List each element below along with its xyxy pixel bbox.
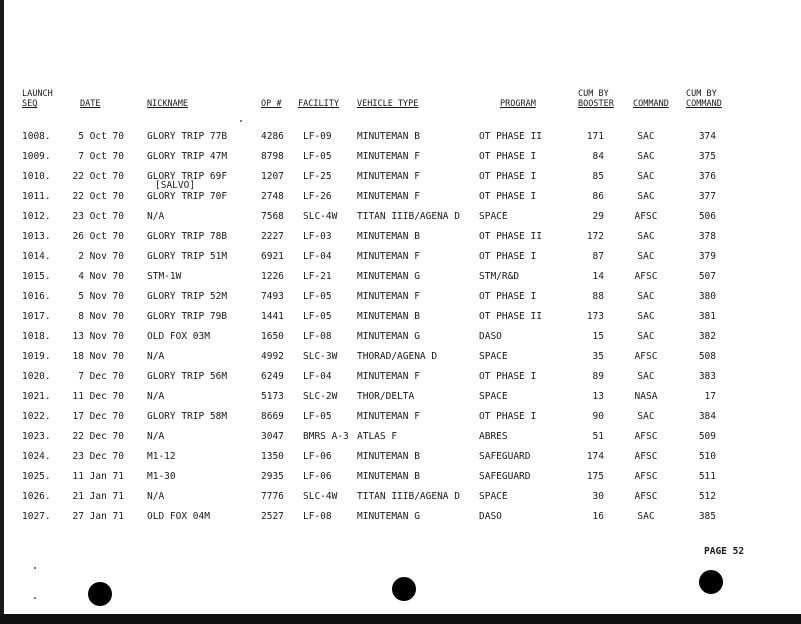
punch-hole-left	[88, 582, 112, 606]
cell-date: 7 Dec 70	[78, 371, 124, 382]
header-seq-line2: SEQ	[22, 99, 38, 109]
cell-vehicle-type: MINUTEMAN G	[357, 271, 420, 282]
cell-vehicle-type: TITAN IIIB/AGENA D	[357, 491, 460, 502]
cell-nickname: N/A	[147, 431, 165, 442]
cell-cum-by-command: 17	[704, 391, 716, 402]
cell-vehicle-type: MINUTEMAN F	[357, 291, 420, 302]
cell-command: NASA	[634, 391, 658, 402]
cell-nickname: GLORY TRIP 56M	[147, 371, 228, 382]
cell-nickname: N/A	[147, 211, 165, 222]
cell-nickname: GLORY TRIP 77B	[147, 131, 228, 142]
cell-nickname: GLORY TRIP 47M	[147, 151, 228, 162]
cell-cum-by-command: 507	[698, 271, 716, 282]
cell-facility: LF-06	[303, 471, 332, 482]
cell-op-number: 8798	[261, 151, 284, 162]
cell-command: SAC	[637, 231, 655, 242]
cell-launch-seq: 1012.	[22, 211, 51, 222]
cell-facility: LF-21	[303, 271, 332, 282]
cell-program: OT PHASE I	[479, 291, 537, 302]
header-cum-by-booster	[578, 89, 614, 109]
cell-cum-by-booster: 173	[586, 311, 604, 322]
cell-facility: LF-08	[303, 511, 332, 522]
cell-program: OT PHASE I	[479, 171, 537, 182]
cell-program: SAFEGUARD	[479, 451, 531, 462]
cell-launch-seq: 1027.	[22, 511, 51, 522]
cell-date: 7 Oct 70	[78, 151, 124, 162]
cell-nickname: N/A	[147, 491, 165, 502]
cell-facility: LF-09	[303, 131, 332, 142]
cell-date: 18 Nov 70	[72, 351, 124, 362]
cell-facility: SLC-3W	[303, 351, 338, 362]
cell-launch-seq: 1016.	[22, 291, 51, 302]
cell-facility: LF-05	[303, 151, 332, 162]
cell-program: SPACE	[479, 391, 508, 402]
cell-cum-by-command: 379	[698, 251, 716, 262]
cell-program: ABRES	[479, 431, 508, 442]
cell-facility: LF-25	[303, 171, 332, 182]
cell-facility: LF-04	[303, 371, 332, 382]
cell-op-number: 2527	[261, 511, 284, 522]
cell-nickname: GLORY TRIP 58M	[147, 411, 228, 422]
header-program: PROGRAM	[500, 99, 536, 109]
cell-cum-by-booster: 89	[592, 371, 604, 382]
cell-facility: LF-04	[303, 251, 332, 262]
cell-command: SAC	[637, 331, 655, 342]
cell-vehicle-type: MINUTEMAN B	[357, 231, 420, 242]
cell-program: OT PHASE I	[479, 371, 537, 382]
header-cum-booster-line2: BOOSTER	[578, 99, 614, 109]
cell-cum-by-booster: 35	[592, 351, 604, 362]
cell-date: 17 Dec 70	[72, 411, 124, 422]
cell-program: OT PHASE I	[479, 251, 537, 262]
header-vehicle-type: VEHICLE TYPE	[357, 99, 419, 109]
cell-program: DASO	[479, 331, 502, 342]
cell-date: 2 Nov 70	[78, 251, 124, 262]
cell-facility: LF-05	[303, 311, 332, 322]
cell-nickname: GLORY TRIP 79B	[147, 311, 228, 322]
cell-op-number: 7493	[261, 291, 284, 302]
scan-edge-bottom	[0, 614, 801, 624]
cell-op-number: 1226	[261, 271, 284, 282]
cell-op-number: 1650	[261, 331, 284, 342]
header-facility: FACILITY	[298, 99, 339, 109]
header-cum-booster-line1: CUM BY	[578, 89, 609, 99]
cell-cum-by-command: 508	[698, 351, 716, 362]
cell-facility: LF-05	[303, 291, 332, 302]
cell-command: SAC	[637, 511, 655, 522]
cell-command: AFSC	[634, 351, 658, 362]
cell-date: 11 Dec 70	[72, 391, 124, 402]
cell-op-number: 4286	[261, 131, 284, 142]
cell-cum-by-command: 378	[698, 231, 716, 242]
cell-launch-seq: 1011.	[22, 191, 51, 202]
cell-launch-seq: 1009.	[22, 151, 51, 162]
cell-program: OT PHASE I	[479, 411, 537, 422]
cell-op-number: 7776	[261, 491, 284, 502]
cell-command: SAC	[637, 311, 655, 322]
cell-program: OT PHASE I	[479, 151, 537, 162]
cell-cum-by-booster: 30	[592, 491, 604, 502]
cell-nickname: GLORY TRIP 78B	[147, 231, 228, 242]
cell-launch-seq: 1008.	[22, 131, 51, 142]
cell-launch-seq: 1023.	[22, 431, 51, 442]
cell-command: SAC	[637, 291, 655, 302]
cell-vehicle-type: ATLAS F	[357, 431, 398, 442]
cell-facility: LF-26	[303, 191, 332, 202]
cell-date: 22 Dec 70	[72, 431, 124, 442]
cell-launch-seq: 1013.	[22, 231, 51, 242]
header-cum-command-line1: CUM BY	[686, 89, 717, 99]
cell-vehicle-type: MINUTEMAN F	[357, 171, 420, 182]
cell-command: SAC	[637, 191, 655, 202]
cell-op-number: 8669	[261, 411, 284, 422]
cell-date: 4 Nov 70	[78, 271, 124, 282]
cell-nickname: N/A	[147, 391, 165, 402]
cell-nickname-note: [SALVO]	[155, 180, 196, 191]
cell-op-number: 2748	[261, 191, 284, 202]
cell-command: AFSC	[634, 211, 658, 222]
cell-nickname: OLD FOX 03M	[147, 331, 210, 342]
cell-facility: LF-05	[303, 411, 332, 422]
cell-command: SAC	[637, 251, 655, 262]
cell-vehicle-type: MINUTEMAN B	[357, 451, 420, 462]
cell-launch-seq: 1019.	[22, 351, 51, 362]
cell-launch-seq: 1026.	[22, 491, 51, 502]
cell-cum-by-command: 383	[698, 371, 716, 382]
cell-op-number: 2935	[261, 471, 284, 482]
cell-launch-seq: 1018.	[22, 331, 51, 342]
cell-cum-by-booster: 29	[592, 211, 604, 222]
header-cum-by-command	[686, 89, 722, 109]
cell-date: 22 Oct 70	[72, 171, 124, 182]
cell-facility: LF-08	[303, 331, 332, 342]
cell-nickname: STM-1W	[147, 271, 182, 282]
cell-vehicle-type: MINUTEMAN F	[357, 371, 420, 382]
header-nickname: NICKNAME	[147, 99, 188, 109]
cell-program: OT PHASE II	[479, 231, 542, 242]
cell-launch-seq: 1015.	[22, 271, 51, 282]
cell-command: AFSC	[634, 271, 658, 282]
cell-program: SPACE	[479, 211, 508, 222]
cell-nickname: GLORY TRIP 70F	[147, 191, 228, 202]
cell-launch-seq: 1021.	[22, 391, 51, 402]
header-seq-line1: LAUNCH	[22, 89, 53, 99]
cell-cum-by-command: 375	[698, 151, 716, 162]
cell-cum-by-booster: 15	[592, 331, 604, 342]
cell-vehicle-type: MINUTEMAN B	[357, 311, 420, 322]
cell-date: 26 Oct 70	[72, 231, 124, 242]
cell-vehicle-type: MINUTEMAN B	[357, 131, 420, 142]
cell-cum-by-booster: 14	[592, 271, 604, 282]
cell-cum-by-booster: 90	[592, 411, 604, 422]
cell-date: 27 Jan 71	[72, 511, 124, 522]
cell-cum-by-booster: 88	[592, 291, 604, 302]
cell-launch-seq: 1022.	[22, 411, 51, 422]
cell-nickname: GLORY TRIP 69F	[147, 171, 228, 182]
cell-cum-by-command: 511	[698, 471, 716, 482]
cell-vehicle-type: MINUTEMAN G	[357, 511, 420, 522]
cell-date: 5 Nov 70	[78, 291, 124, 302]
cell-program: OT PHASE I	[479, 191, 537, 202]
cell-program: STM/R&D	[479, 271, 520, 282]
cell-cum-by-command: 380	[698, 291, 716, 302]
cell-cum-by-booster: 84	[592, 151, 604, 162]
cell-nickname: GLORY TRIP 51M	[147, 251, 228, 262]
scan-speck	[34, 597, 36, 599]
cell-launch-seq: 1024.	[22, 451, 51, 462]
cell-vehicle-type: MINUTEMAN B	[357, 471, 420, 482]
cell-cum-by-booster: 175	[586, 471, 604, 482]
scan-speck	[240, 120, 242, 122]
cell-cum-by-command: 384	[698, 411, 716, 422]
cell-cum-by-command: 382	[698, 331, 716, 342]
cell-cum-by-command: 377	[698, 191, 716, 202]
cell-date: 5 Oct 70	[78, 131, 124, 142]
cell-facility: SLC-2W	[303, 391, 338, 402]
cell-command: SAC	[637, 151, 655, 162]
cell-cum-by-booster: 51	[592, 431, 604, 442]
cell-op-number: 1350	[261, 451, 284, 462]
cell-program: OT PHASE II	[479, 311, 542, 322]
cell-launch-seq: 1025.	[22, 471, 51, 482]
cell-launch-seq: 1017.	[22, 311, 51, 322]
cell-nickname: GLORY TRIP 52M	[147, 291, 228, 302]
cell-program: OT PHASE II	[479, 131, 542, 142]
cell-command: AFSC	[634, 471, 658, 482]
cell-date: 23 Oct 70	[72, 211, 124, 222]
cell-op-number: 6921	[261, 251, 284, 262]
scan-edge-left	[0, 0, 4, 624]
cell-vehicle-type: MINUTEMAN F	[357, 251, 420, 262]
cell-vehicle-type: MINUTEMAN G	[357, 331, 420, 342]
cell-date: 13 Nov 70	[72, 331, 124, 342]
cell-cum-by-booster: 85	[592, 171, 604, 182]
cell-nickname: N/A	[147, 351, 165, 362]
cell-command: SAC	[637, 171, 655, 182]
scan-speck	[34, 567, 36, 569]
cell-cum-by-booster: 13	[592, 391, 604, 402]
cell-date: 21 Jan 71	[72, 491, 124, 502]
cell-command: AFSC	[634, 451, 658, 462]
header-date: DATE	[80, 99, 101, 109]
cell-cum-by-booster: 171	[586, 131, 604, 142]
cell-cum-by-command: 376	[698, 171, 716, 182]
cell-cum-by-booster: 16	[592, 511, 604, 522]
cell-cum-by-command: 381	[698, 311, 716, 322]
cell-launch-seq: 1010.	[22, 171, 51, 182]
cell-vehicle-type: MINUTEMAN F	[357, 151, 420, 162]
cell-cum-by-command: 510	[698, 451, 716, 462]
cell-op-number: 4992	[261, 351, 284, 362]
cell-cum-by-command: 512	[698, 491, 716, 502]
cell-command: SAC	[637, 371, 655, 382]
cell-op-number: 1441	[261, 311, 284, 322]
cell-nickname: M1-12	[147, 451, 176, 462]
punch-hole-right	[699, 570, 723, 594]
cell-cum-by-booster: 172	[586, 231, 604, 242]
cell-cum-by-booster: 87	[592, 251, 604, 262]
cell-launch-seq: 1020.	[22, 371, 51, 382]
cell-program: SAFEGUARD	[479, 471, 531, 482]
cell-cum-by-command: 509	[698, 431, 716, 442]
cell-command: AFSC	[634, 491, 658, 502]
cell-vehicle-type: TITAN IIIB/AGENA D	[357, 211, 460, 222]
cell-nickname: M1-30	[147, 471, 176, 482]
cell-command: SAC	[637, 131, 655, 142]
cell-facility: BMRS A-3	[303, 431, 349, 442]
cell-cum-by-command: 385	[698, 511, 716, 522]
cell-op-number: 2227	[261, 231, 284, 242]
cell-date: 11 Jan 71	[72, 471, 124, 482]
page-number: PAGE 52	[704, 546, 745, 557]
cell-vehicle-type: MINUTEMAN F	[357, 411, 420, 422]
cell-nickname: OLD FOX 04M	[147, 511, 210, 522]
cell-vehicle-type: MINUTEMAN F	[357, 191, 420, 202]
header-op: OP #	[261, 99, 282, 109]
cell-date: 8 Nov 70	[78, 311, 124, 322]
punch-hole-center	[392, 577, 416, 601]
cell-facility: SLC-4W	[303, 491, 338, 502]
header-command: COMMAND	[633, 99, 669, 109]
cell-vehicle-type: THOR/DELTA	[357, 391, 415, 402]
cell-facility: LF-03	[303, 231, 332, 242]
cell-program: DASO	[479, 511, 502, 522]
header-launch-seq	[22, 89, 53, 109]
cell-vehicle-type: THORAD/AGENA D	[357, 351, 438, 362]
cell-facility: SLC-4W	[303, 211, 338, 222]
cell-cum-by-command: 506	[698, 211, 716, 222]
cell-date: 23 Dec 70	[72, 451, 124, 462]
cell-cum-by-booster: 174	[586, 451, 604, 462]
cell-facility: LF-06	[303, 451, 332, 462]
cell-command: AFSC	[634, 431, 658, 442]
cell-launch-seq: 1014.	[22, 251, 51, 262]
cell-date: 22 Oct 70	[72, 191, 124, 202]
cell-op-number: 7568	[261, 211, 284, 222]
cell-cum-by-command: 374	[698, 131, 716, 142]
cell-command: SAC	[637, 411, 655, 422]
cell-cum-by-booster: 86	[592, 191, 604, 202]
cell-program: SPACE	[479, 351, 508, 362]
cell-op-number: 5173	[261, 391, 284, 402]
cell-op-number: 6249	[261, 371, 284, 382]
header-cum-command-line2: COMMAND	[686, 99, 722, 109]
cell-op-number: 3047	[261, 431, 284, 442]
cell-program: SPACE	[479, 491, 508, 502]
cell-op-number: 1207	[261, 171, 284, 182]
